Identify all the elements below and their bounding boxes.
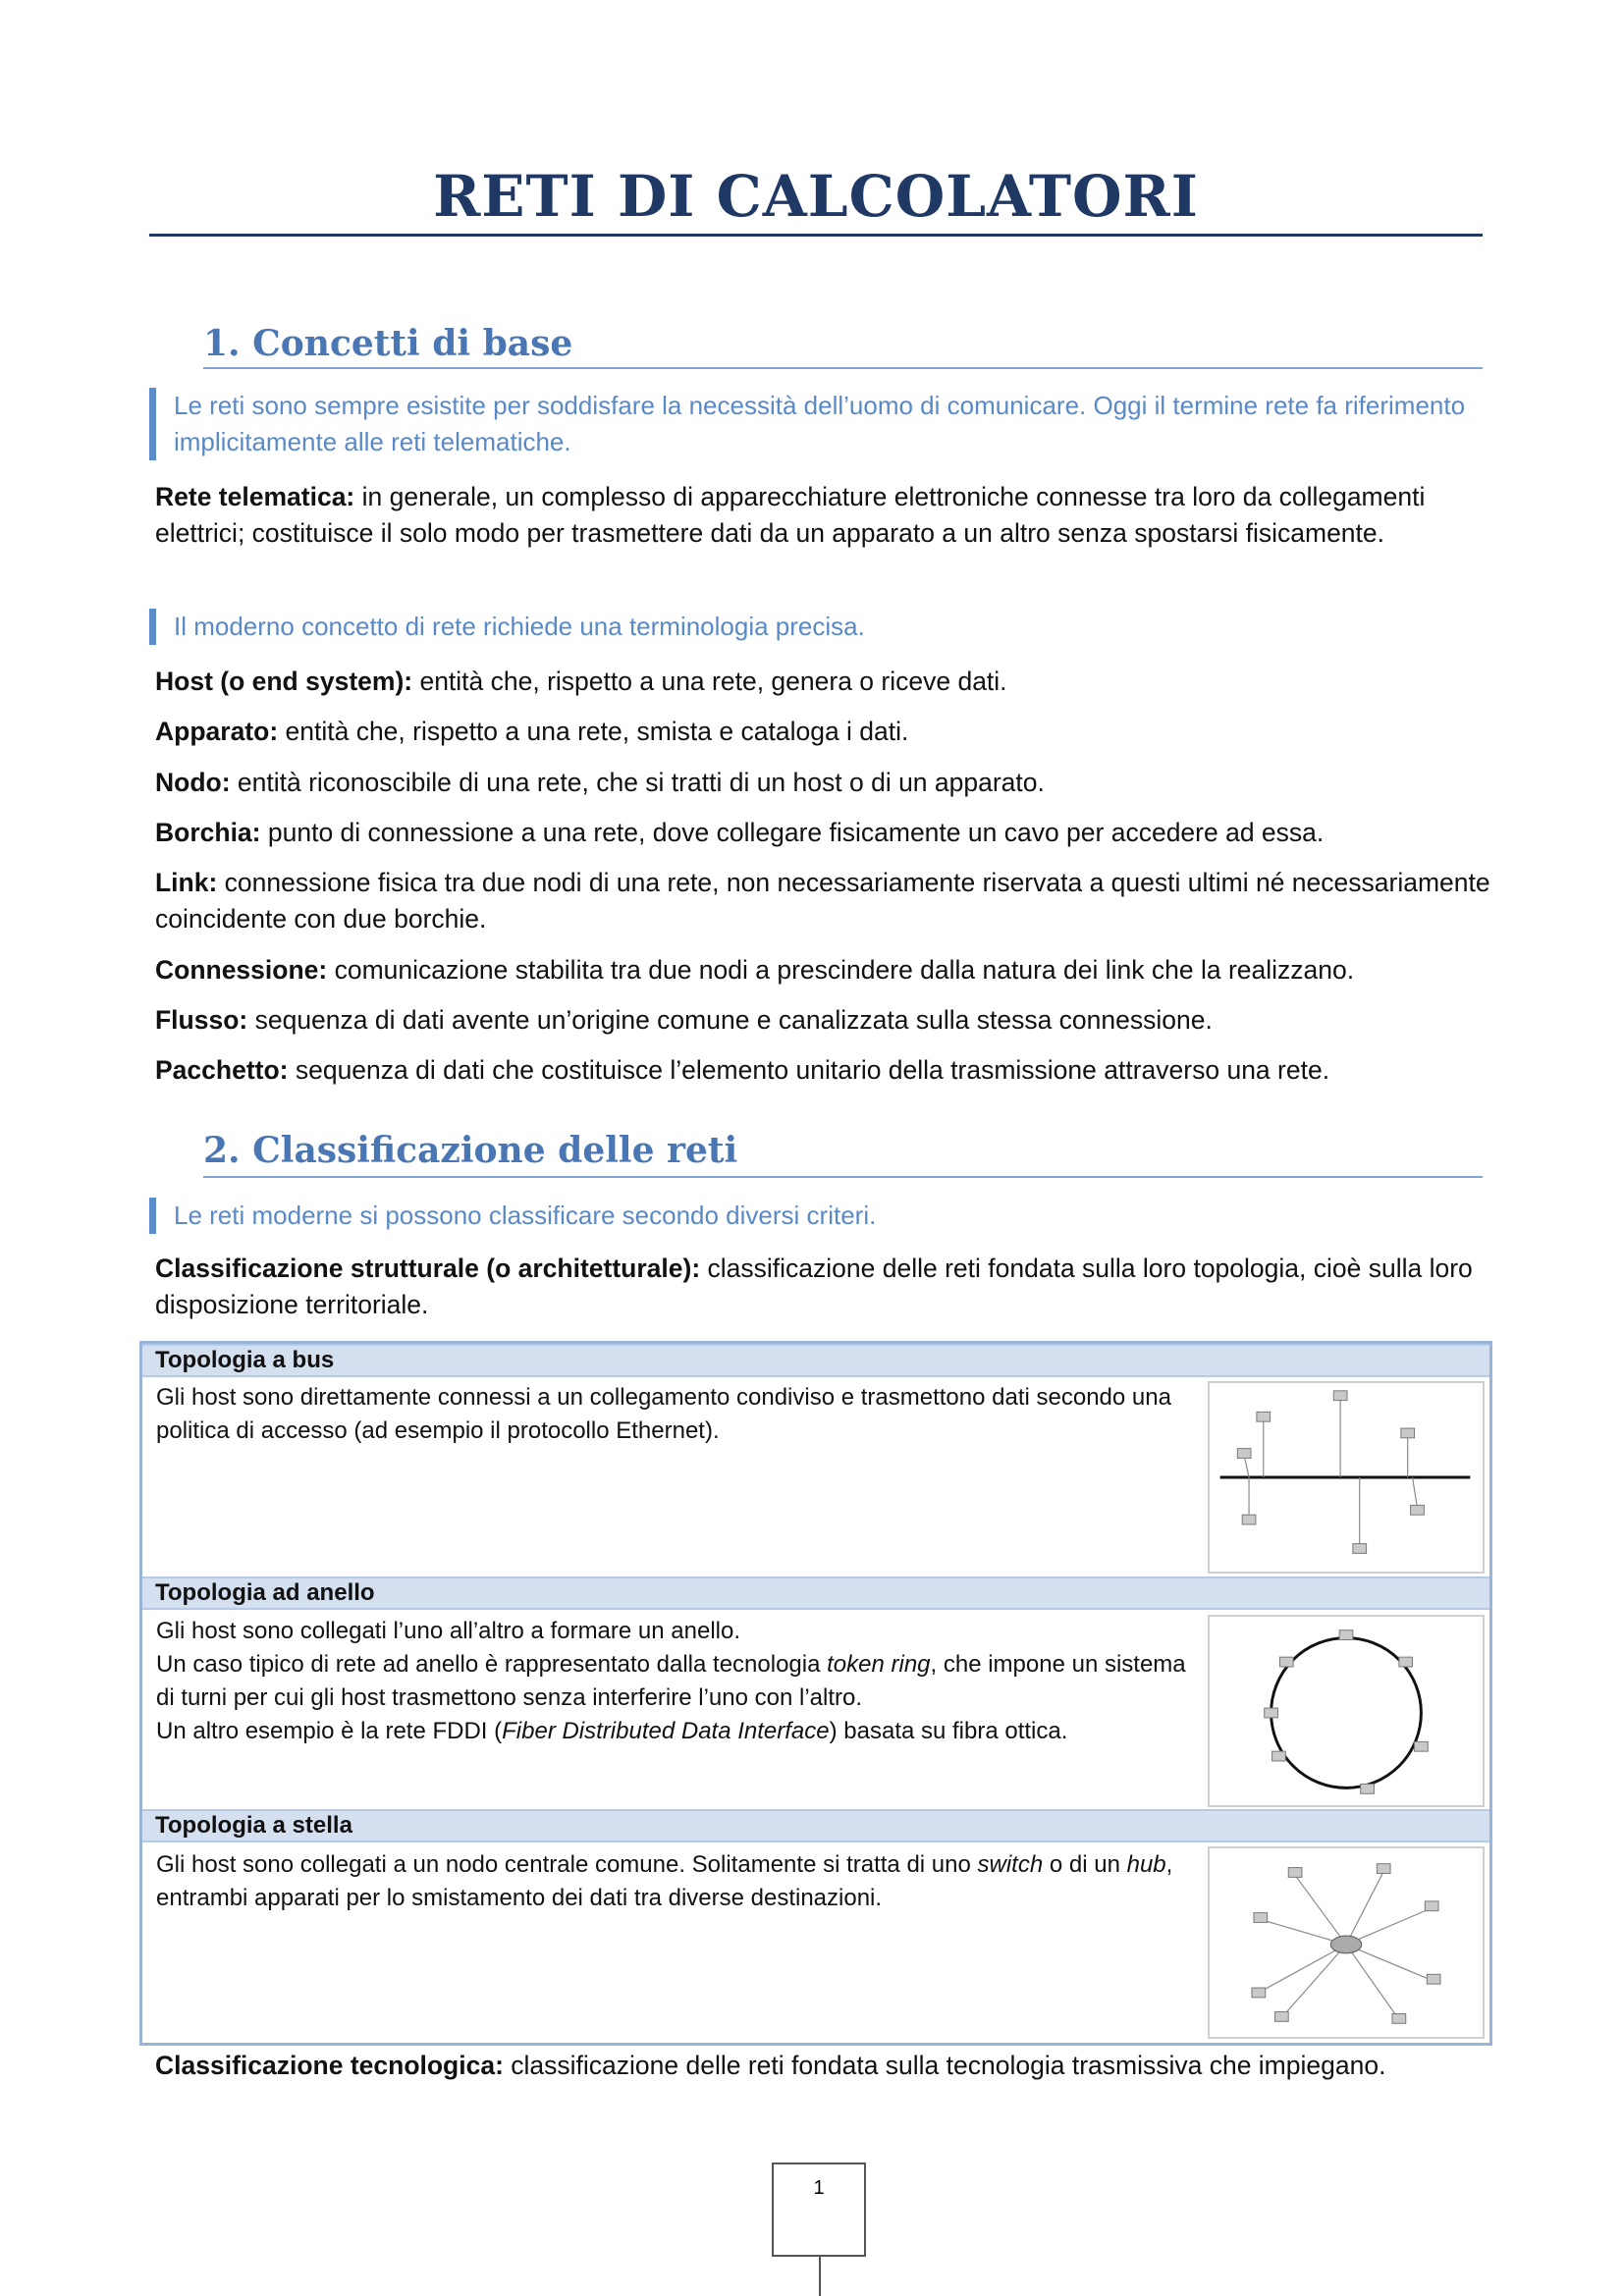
definition-connessione: [155, 952, 1490, 988]
term-rete-telematica: Rete telematica:: [155, 482, 355, 511]
section-2-intro-note: Le reti moderne si possono classificare secondo diversi criteri.: [149, 1198, 1489, 1234]
star-hub: hub: [1126, 1851, 1166, 1878]
definition-flusso: [155, 1002, 1490, 1039]
definition-apparato: [155, 714, 1490, 750]
term-pacchetto: Pacchetto:: [155, 1055, 289, 1085]
term-classificazione-tecnologica: Classificazione tecnologica:: [155, 2051, 504, 2080]
title-underline: [149, 234, 1483, 237]
text-apparato: entità che, rispetto a una rete, smista e cataloga i dati.: [278, 717, 909, 746]
definition-classificazione-tecnologica: [155, 2048, 1490, 2084]
ring-line-3-a: Un altro esempio è la rete FDDI (: [156, 1718, 503, 1744]
topology-star-text: [156, 1848, 1197, 1915]
ring-topology-svg: [1210, 1617, 1483, 1805]
document-title: RETI DI CALCOLATORI: [433, 163, 1199, 230]
topology-ring-text: [156, 1615, 1197, 1748]
definition-rete-telematica: [155, 479, 1490, 552]
text-borchia: punto di connessione a una rete, dove collegare fisicamente un cavo per accedere ad essa.: [260, 818, 1325, 847]
section-1-terminology-note: Il moderno concetto di rete richiede una terminologia precisa.: [149, 609, 1489, 645]
term-apparato: Apparato:: [155, 717, 279, 746]
topology-ring-header: Topologia ad anello: [142, 1576, 1489, 1610]
text-nodo: entità riconoscibile di una rete, che si tratti di un host o di un apparato.: [230, 768, 1045, 797]
text-connessione: comunicazione stabilita tra due nodi a prescindere dalla natura dei link che la realizzano.: [327, 955, 1355, 985]
section-1-underline: [203, 367, 1483, 369]
bus-topology-diagram: [1208, 1381, 1485, 1574]
text-pacchetto: sequenza di dati che costituisce l’elemento unitario della trasmissione attraverso una rete.: [288, 1055, 1330, 1085]
text-host: entità che, rispetto a una rete, genera o riceve dati.: [412, 667, 1007, 696]
topology-star-header: Topologia a stella: [142, 1809, 1489, 1842]
star-switch: switch: [977, 1851, 1044, 1878]
definition-classificazione-strutturale: [155, 1251, 1490, 1323]
text-link: connessione fisica tra due nodi di una rete, non necessariamente riservata a questi ultimi né necessariamente coincidente con due borchie.: [155, 868, 1490, 934]
ring-line-3-b: ) basata su fibra ottica.: [829, 1718, 1068, 1744]
term-connessione: Connessione:: [155, 955, 328, 985]
page-number-line: [819, 2257, 821, 2296]
ring-topology-diagram: [1208, 1615, 1485, 1807]
term-borchia: Borchia:: [155, 818, 261, 847]
term-flusso: Flusso:: [155, 1005, 248, 1035]
star-text-a: Gli host sono collegati a un nodo centrale comune. Solitamente si tratta di uno: [156, 1851, 978, 1878]
topology-bus-header: Topologia a bus: [142, 1344, 1489, 1377]
ring-line-2-b: , che impone un sistema di turni per cui gli host trasmettono senza interferire l’uno con l’altro.: [156, 1651, 1186, 1711]
text-flusso: sequenza di dati avente un’origine comune e canalizzata sulla stessa connessione.: [247, 1005, 1213, 1035]
topology-bus-text: Gli host sono direttamente connessi a un collegamento condiviso e trasmettono dati secondo una politica di accesso (ad esempio il protocollo Ethernet).: [156, 1384, 1171, 1444]
term-nodo: Nodo:: [155, 768, 231, 797]
definition-nodo: [155, 765, 1490, 801]
ring-line-1: Gli host sono collegati l’uno all’altro a formare un anello.: [156, 1618, 740, 1644]
section-1-intro-note: Le reti sono sempre esistite per soddisfare la necessità dell’uomo di comunicare. Oggi il termine rete fa riferimento implicitamente alle reti telematiche.: [149, 388, 1489, 460]
ring-line-3: [156, 1715, 1197, 1748]
ring-token-ring: token ring: [827, 1651, 931, 1678]
term-classificazione-strutturale: Classificazione strutturale (o architetturale):: [155, 1254, 701, 1283]
term-host: Host (o end system):: [155, 667, 413, 696]
text-classificazione-tecnologica: classificazione delle reti fondata sulla tecnologia trasmissiva che impiegano.: [503, 2051, 1386, 2080]
ring-line-2-a: Un caso tipico di rete ad anello è rappresentato dalla tecnologia: [156, 1651, 828, 1678]
definition-link: [155, 865, 1490, 937]
page-number: 1: [772, 2163, 866, 2257]
term-link: Link:: [155, 868, 218, 897]
section-1-heading: 1. Concetti di base: [203, 323, 573, 364]
ring-line-2: [156, 1648, 1197, 1715]
topology-table: [139, 1341, 1492, 2046]
definition-pacchetto: [155, 1052, 1490, 1089]
star-text-c: , entrambi apparati per lo smistamento dei dati tra diverse destinazioni.: [156, 1851, 1173, 1911]
star-topology-diagram: [1208, 1846, 1485, 2039]
ring-fddi-expansion: Fiber Distributed Data Interface: [502, 1718, 830, 1744]
definition-borchia: [155, 815, 1490, 851]
star-topology-svg: [1210, 1848, 1483, 2037]
definition-host: [155, 664, 1490, 700]
bus-topology-svg: [1210, 1383, 1483, 1572]
section-2-heading: 2. Classificazione delle reti: [203, 1130, 738, 1171]
section-2-underline: [203, 1176, 1483, 1178]
text-classificazione-strutturale: classificazione delle reti fondata sulla loro topologia, cioè sulla loro disposizione territoriale.: [155, 1254, 1473, 1319]
star-text-b: o di un: [1043, 1851, 1127, 1878]
text-rete-telematica: in generale, un complesso di apparecchiature elettroniche connesse tra loro da collegamenti elettrici; costituisce il solo modo per trasmettere dati da un apparato a un altro senza spostarsi fisicamente.: [155, 482, 1426, 548]
